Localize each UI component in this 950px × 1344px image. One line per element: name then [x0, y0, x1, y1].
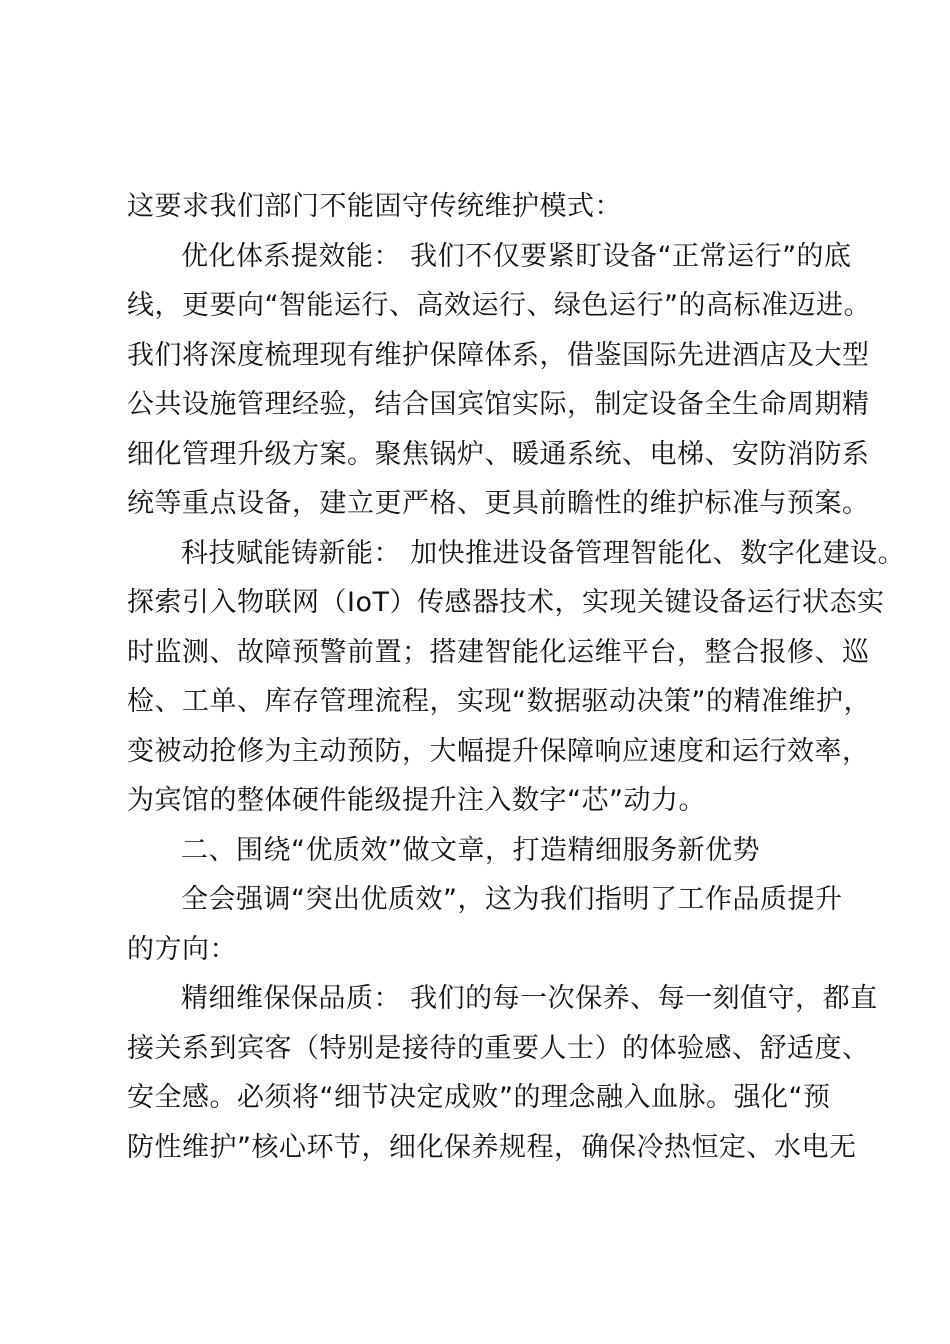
text-line: 防性维护”核心环节，细化保养规程，确保冷热恒定、水电无	[127, 1131, 857, 1163]
text-line: 统等重点设备，建立更严格、更具前瞻性的维护标准与预案。	[127, 488, 870, 519]
text-line: 我们将深度梳理现有维护保障体系，借鉴国际先进酒店及大型	[127, 339, 870, 371]
text-line: 精细维保保品质： 我们的每一次保养、每一刻值守，都直	[181, 983, 878, 1014]
text-line: 线，更要向“智能运行、高效运行、绿色运行”的高标准迈进。	[127, 290, 871, 321]
text-line: 科技赋能铸新能： 加快推进设备管理智能化、数字化建设。	[181, 537, 906, 569]
text-line: 时监测、故障预警前置；搭建智能化运维平台，整合报修、巡	[127, 636, 870, 668]
text-line: 安全感。必须将“细节决定成败”的理念融入血脉。强化“预	[127, 1082, 831, 1113]
text-line: 细化管理升级方案。聚焦锅炉、暖通系统、电梯、安防消防系	[127, 438, 870, 470]
text-line: 这要求我们部门不能固守传统维护模式：	[127, 191, 622, 222]
text-line: 为宾馆的整体硬件能级提升注入数字“芯”动力。	[127, 785, 706, 816]
text-line: 检、工单、库存管理流程，实现“数据驱动决策”的精准维护，	[127, 686, 871, 717]
text-line: 接关系到宾客（特别是接待的重要人士）的体验感、舒适度、	[127, 1032, 870, 1064]
text-line: 全会强调“突出优质效”，这为我们指明了工作品质提升	[181, 884, 843, 915]
text-line: 的方向：	[127, 933, 237, 965]
document-body	[127, 182, 906, 1172]
text-line: 变被动抢修为主动预防，大幅提升保障响应速度和运行效率，	[127, 735, 870, 767]
text-line: 公共设施管理经验，结合国宾馆实际，制定设备全生命周期精	[127, 389, 870, 420]
text-line: 优化体系提效能： 我们不仅要紧盯设备“正常运行”的底	[181, 240, 852, 272]
text-line: 探索引入物联网（IoT）传感器技术，实现关键设备运行状态实	[127, 587, 885, 618]
section-heading: 二、围绕“优质效”做文章，打造精细服务新优势	[181, 834, 760, 866]
